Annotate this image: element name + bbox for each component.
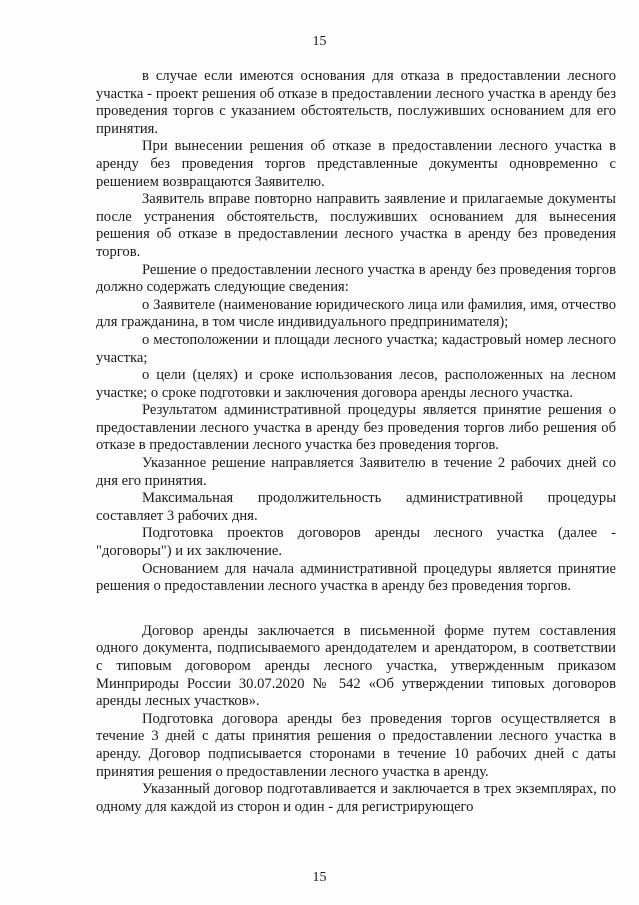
paragraph: Подготовка договора аренды без проведения торгов осуществляется в течение 3 дней с даты принятия решения о предоставлении лесного участка в аренду. Договор подписывается сторонами в течение 10 рабочих дней с даты принятия решения о предоставлении лесного участка в аренду.: [96, 710, 616, 780]
paragraph: Результатом административной процедуры является принятие решения о предоставлении лесного участка в аренду без проведения торгов либо решения об отказе в предоставлении лесного участка без проведения торгов.: [96, 402, 616, 454]
paragraph: Указанное решение направляется Заявителю в течение 2 рабочих дней со дня его принятия.: [96, 455, 616, 489]
paragraph: При вынесении решения об отказе в предоставлении лесного участка в аренду без проведения торгов представленные документы одновременно с решением возвращаются Заявителю.: [96, 138, 616, 190]
page-number-top: 15: [312, 34, 327, 49]
paragraph: Договор аренды заключается в письменной форме путем составления одного документа, подписываемого арендодателем и арендатором, в соответствии с типовым договором аренды лесного участка, утвержденным приказом Минприроды России 30.07.2020 № 542 «Об утверждении типовых договоров аренды лесных участков».: [96, 622, 616, 710]
paragraph: о Заявителе (наименование юридического лица или фамилия, имя, отчество для гражданина, в том числе индивидуального предпринимателя);: [96, 296, 616, 331]
paragraph: в случае если имеются основания для отказа в предоставлении лесного участка - проект решения об отказе в предоставлении лесного участка в аренду без проведения торгов с указанием обстоятельств, послуживших основанием для его принятия.: [96, 68, 616, 137]
paragraph: о местоположении и площади лесного участка; кадастровый номер лесного участка;: [96, 331, 616, 366]
document-body: [96, 68, 616, 816]
paragraph: Решение о предоставлении лесного участка в аренду без проведения торгов должно содержать следующие сведения:: [96, 261, 616, 296]
paragraph: о цели (целях) и сроке использования лесов, расположенных на лесном участке; о сроке подготовки и заключения договора аренды лесного участка.: [96, 367, 616, 401]
paragraph: Основанием для начала административной процедуры является принятие решения о предоставлении лесного участка в аренду без проведения торгов.: [96, 560, 616, 595]
paragraph: Заявитель вправе повторно направить заявление и прилагаемые документы после устранения обстоятельств, послуживших основанием для вынесения решения об отказе в предоставлении лесного участка в аренду без проведения торгов.: [96, 191, 616, 260]
page-number-bottom: 15: [312, 870, 327, 885]
paragraph: Указанный договор подготавливается и заключается в трех экземплярах, по одному для каждой из сторон и один - для регистрирующего: [96, 781, 616, 815]
paragraph: Подготовка проектов договоров аренды лесного участка (далее - "договоры") и их заключение.: [96, 525, 616, 560]
paragraph: Максимальная продолжительность административной процедуры составляет 3 рабочих дня.: [96, 490, 616, 524]
